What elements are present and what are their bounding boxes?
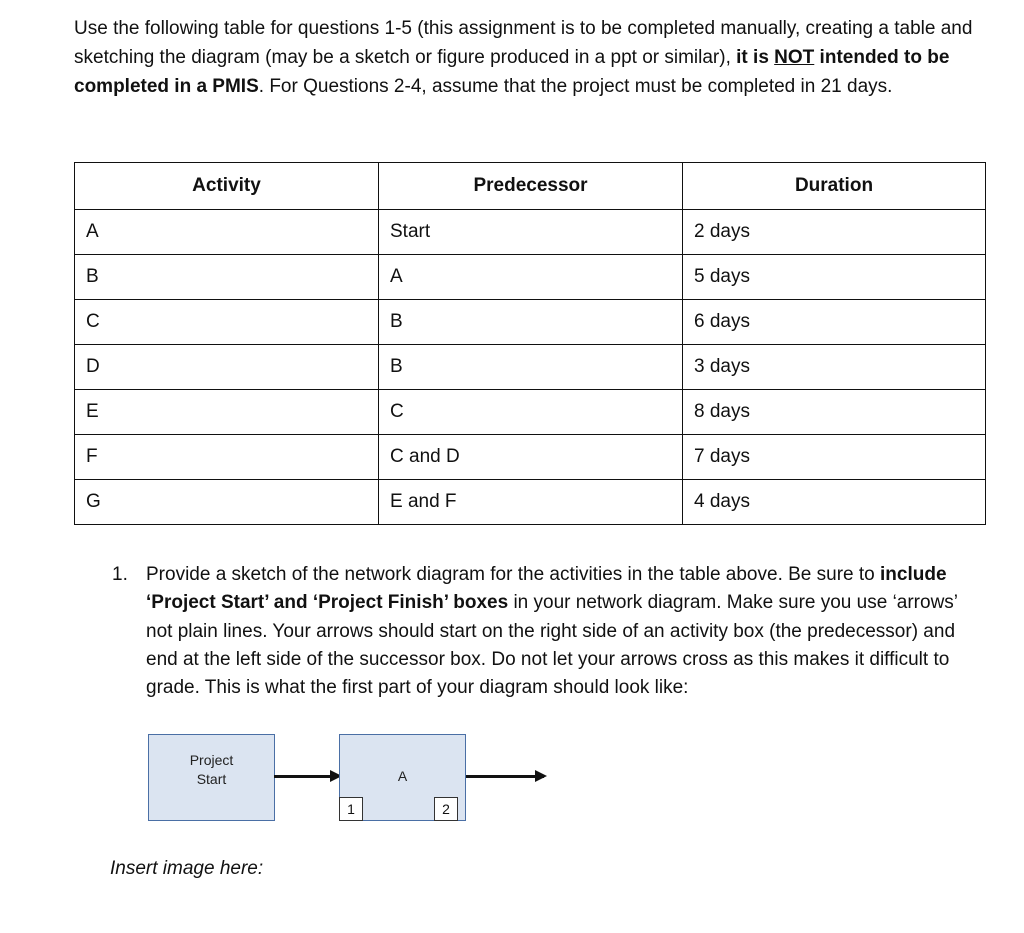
project-start-line1: Project bbox=[189, 752, 234, 768]
question-1 bbox=[112, 561, 982, 702]
table-header-row bbox=[75, 163, 986, 210]
question-text-b: in your network diagram. Make sure you use ‘arrows’ not plain lines. Your arrows should start on the right side of an activity box (the predecessor) and end at the left side of the successor box. Do not let your arrows cross as this makes it difficult to grade. This is what the first part of your diagram should look like: bbox=[146, 592, 958, 699]
activity-a-label: A bbox=[397, 768, 408, 784]
duration-cell: 3 days bbox=[683, 345, 986, 390]
predecessor-cell: A bbox=[379, 255, 683, 300]
question-number: 1. bbox=[112, 564, 128, 585]
table-row bbox=[75, 435, 986, 480]
activity-cell: G bbox=[75, 480, 379, 525]
predecessor-cell: C and D bbox=[379, 435, 683, 480]
activity-table bbox=[74, 162, 986, 525]
arrow-from-a bbox=[466, 775, 544, 778]
activity-cell: B bbox=[75, 255, 379, 300]
header-activity: Activity bbox=[75, 163, 379, 210]
table-row bbox=[75, 300, 986, 345]
intro-text-1: Use the following table for questions 1-5 (this assignment is to be completed manually, creating a table and sketching the diagram (may be a sketch or figure produced in a ppt or similar), bbox=[74, 18, 973, 68]
insert-image-label: Insert image here: bbox=[110, 858, 264, 879]
header-predecessor: Predecessor bbox=[379, 163, 683, 210]
question-text-a: Provide a sketch of the network diagram for the activities in the table above. Be sure to bbox=[146, 564, 881, 585]
table-row bbox=[75, 480, 986, 525]
arrow-head-icon bbox=[535, 770, 547, 782]
intro-text-2: . For Questions 2-4, assume that the project must be completed in 21 days. bbox=[258, 76, 893, 97]
activity-a-box bbox=[339, 734, 466, 821]
duration-cell: 6 days bbox=[683, 300, 986, 345]
project-start-line2: Start bbox=[196, 771, 227, 787]
example-network-diagram bbox=[148, 734, 548, 834]
intro-paragraph bbox=[74, 14, 984, 101]
table-row bbox=[75, 210, 986, 255]
intro-bold-not: NOT bbox=[774, 47, 815, 68]
question-bold: include ‘Project Start’ and ‘Project Finish’ boxes bbox=[146, 564, 947, 614]
predecessor-cell: B bbox=[379, 345, 683, 390]
table-row bbox=[75, 255, 986, 300]
early-start-number: 1 bbox=[339, 797, 363, 821]
activity-cell: E bbox=[75, 390, 379, 435]
duration-cell: 2 days bbox=[683, 210, 986, 255]
intro-bold-1: it is bbox=[736, 47, 769, 68]
predecessor-cell: B bbox=[379, 300, 683, 345]
duration-cell: 7 days bbox=[683, 435, 986, 480]
predecessor-cell: E and F bbox=[379, 480, 683, 525]
table-row bbox=[75, 345, 986, 390]
question-text bbox=[146, 561, 982, 702]
activity-cell: D bbox=[75, 345, 379, 390]
early-finish-number: 2 bbox=[434, 797, 458, 821]
duration-cell: 5 days bbox=[683, 255, 986, 300]
arrow-start-to-a bbox=[274, 775, 332, 778]
table-row bbox=[75, 390, 986, 435]
duration-cell: 8 days bbox=[683, 390, 986, 435]
duration-cell: 4 days bbox=[683, 480, 986, 525]
activity-cell: F bbox=[75, 435, 379, 480]
project-start-label bbox=[149, 751, 274, 789]
intro-bold-3: intended to be completed in a PMIS bbox=[74, 47, 950, 97]
project-start-box bbox=[148, 734, 275, 821]
activity-cell: C bbox=[75, 300, 379, 345]
header-duration: Duration bbox=[683, 163, 986, 210]
predecessor-cell: C bbox=[379, 390, 683, 435]
predecessor-cell: Start bbox=[379, 210, 683, 255]
activity-cell: A bbox=[75, 210, 379, 255]
